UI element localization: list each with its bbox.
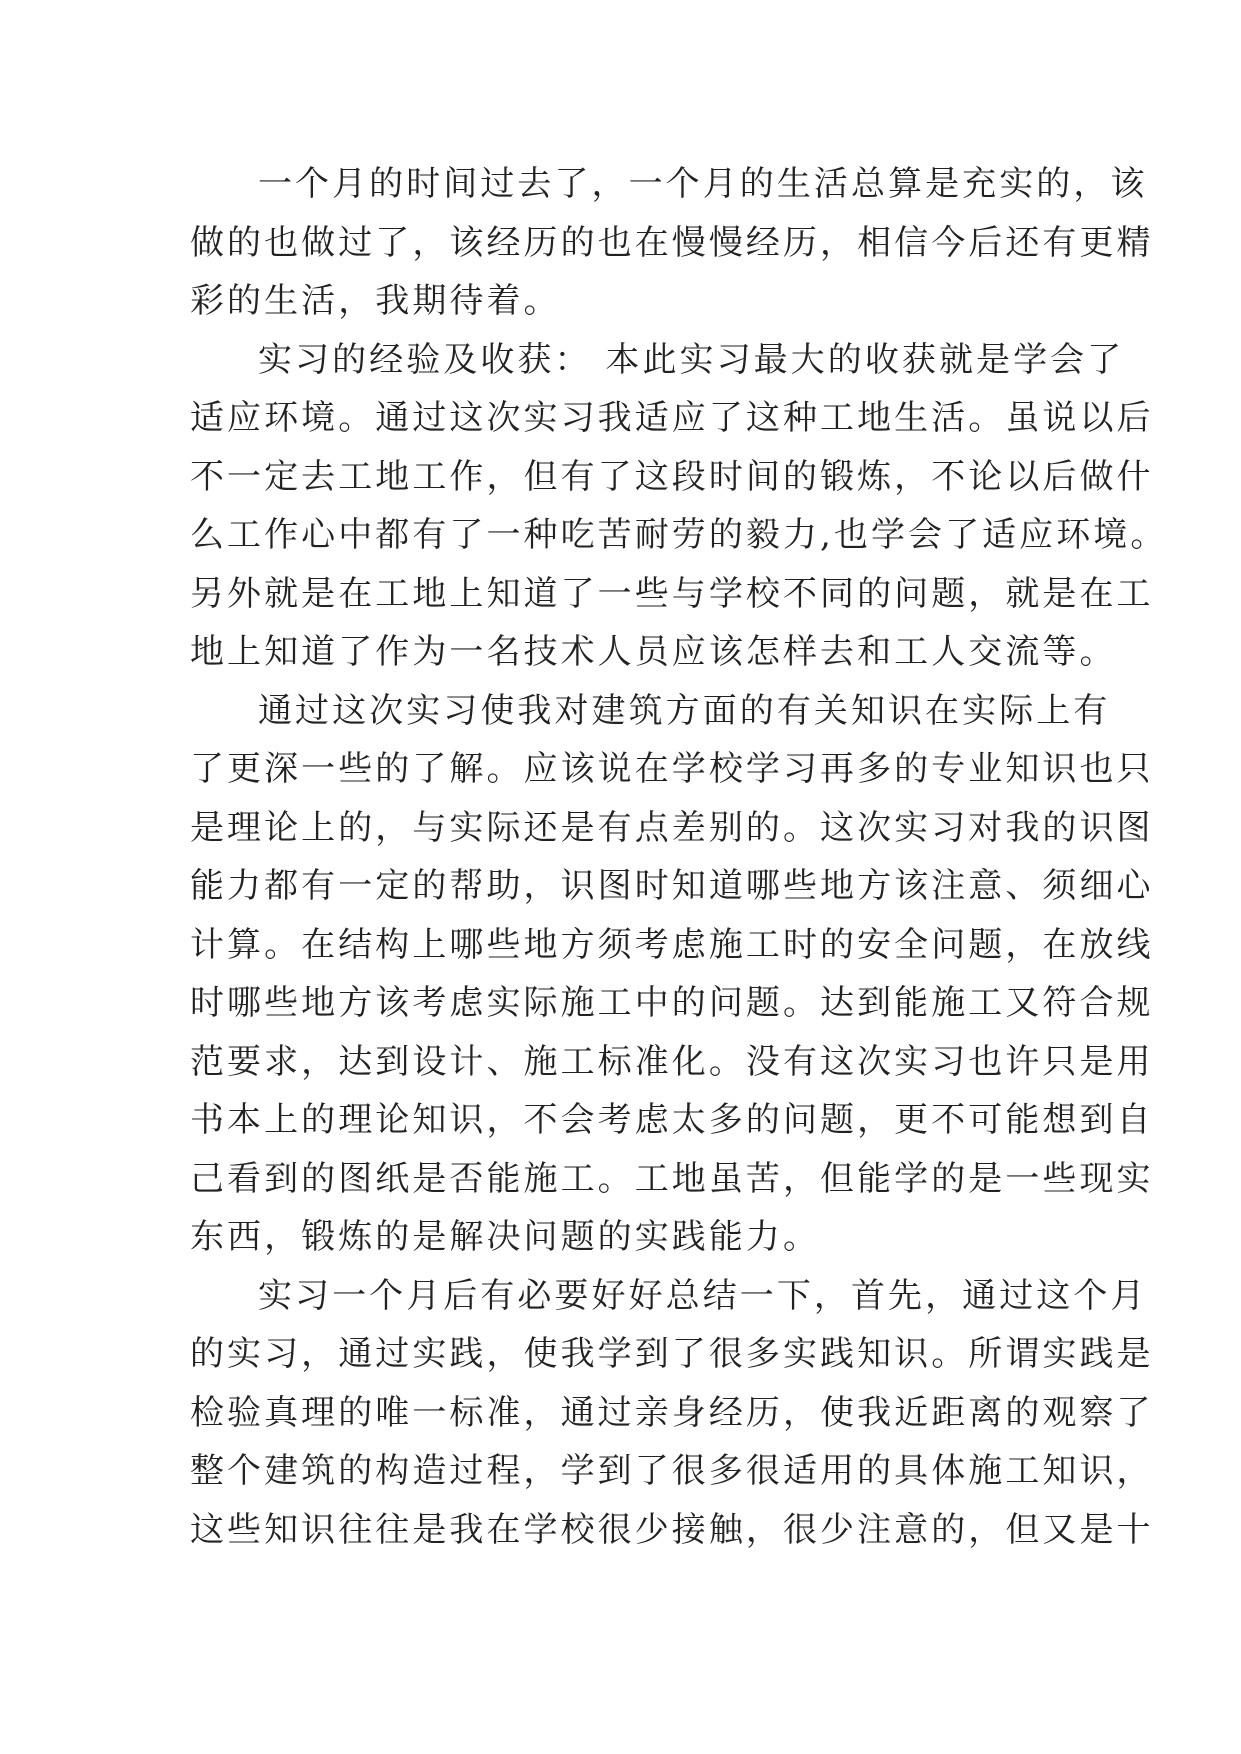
text-line: 彩的生活，我期待着。 (190, 281, 561, 321)
text-line: 适应环境。通过这次实习我适应了这种工地生活。虽说以后 (190, 398, 1154, 438)
text-line: 地上知道了作为一名技术人员应该怎样去和工人交流等。 (190, 632, 1117, 672)
paragraph (190, 1267, 1154, 1560)
text-line: 的实习，通过实践，使我学到了很多实践知识。所谓实践是 (190, 1334, 1154, 1374)
text-line: 东西，锻炼的是解决问题的实践能力。 (190, 1217, 821, 1257)
text-line: 做的也做过了，该经历的也在慢慢经历，相信今后还有更精 (190, 222, 1154, 263)
document-body (190, 155, 1168, 1559)
text-line: 一个月的时间过去了，一个月的生活总算是充实的，该 (258, 164, 1148, 204)
text-line: 时哪些地方该考虑实际施工中的问题。达到能施工又符合规 (190, 983, 1154, 1023)
text-line: 了更深一些的了解。应该说在学校学习再多的专业知识也只 (190, 749, 1154, 789)
paragraph (190, 331, 1168, 682)
text-line: 整个建筑的构造过程，学到了很多很适用的具体施工知识， (190, 1451, 1154, 1491)
text-line: 计算。在结构上哪些地方须考虑施工时的安全问题，在放线 (190, 924, 1154, 965)
text-line: 不一定去工地工作，但有了这段时间的锻炼，不论以后做什 (190, 456, 1154, 497)
text-line: 范要求，达到设计、施工标准化。没有这次实习也许只是用 (190, 1041, 1154, 1082)
text-line: 另外就是在工地上知道了一些与学校不同的问题，就是在工 (190, 573, 1154, 614)
text-line: 实习的经验及收获： 本此实习最大的收获就是学会了 (258, 339, 1125, 380)
text-line: 书本上的理论知识，不会考虑太多的问题，更不可能想到自 (190, 1100, 1154, 1140)
text-line: 检验真理的唯一标准，通过亲身经历，使我近距离的观察了 (190, 1392, 1154, 1433)
text-line: 实习一个月后有必要好好总结一下，首先，通过这个月 (258, 1275, 1148, 1316)
text-line: 通过这次实习使我对建筑方面的有关知识在实际上有 (258, 690, 1111, 731)
text-line: 是理论上的，与实际还是有点差别的。这次实习对我的识图 (190, 807, 1154, 848)
text-line: 能力都有一定的帮助，识图时知道哪些地方该注意、须细心 (190, 866, 1154, 906)
text-line: 己看到的图纸是否能施工。工地虽苦，但能学的是一些现实 (190, 1158, 1154, 1199)
text-line: 么工作心中都有了一种吃苦耐劳的毅力,也学会了适应环境。 (190, 515, 1168, 555)
text-line: 这些知识往往是我在学校很少接触，很少注意的，但又是十 (190, 1509, 1154, 1550)
paragraph (190, 682, 1154, 1267)
paragraph (190, 155, 1154, 331)
